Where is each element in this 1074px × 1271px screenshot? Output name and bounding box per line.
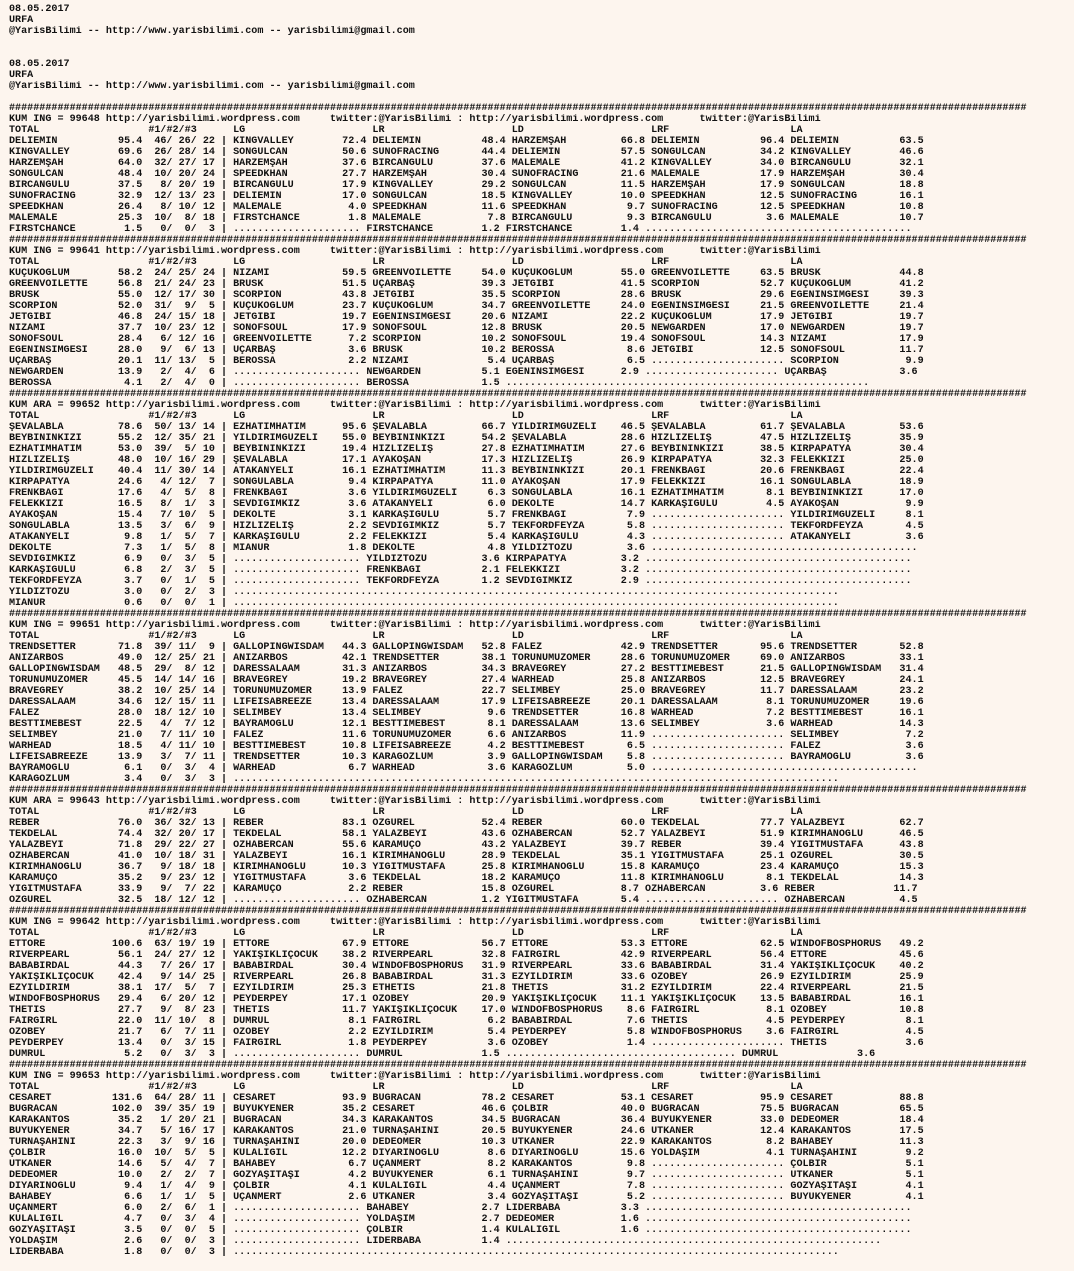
table-row: YAKIŞIKLIÇOCUK 42.4 9/ 14/ 25 | RIVERPEARL 26.8 BABABİRDAL 31.3 EZYILDIRIM 33.6 ÖZOBEY 26.9 EZYILDIRIM 25.9 xyxy=(9,972,924,983)
section-separator: ######################################################################################################################################################################## xyxy=(9,389,1027,400)
race-header: KUM ING = 99653 http://yarisbilimi.wordpress.com twitter:@YarisBilimi : http://yarisbilimi.wordpress.com twitter:@YarisBilimi xyxy=(9,1071,821,1082)
table-row: ATAKANYELİ 9.8 1/ 5/ 7 | KARKAŞIGÜLÜ 2.2 FELEKKIZI 5.4 KARKAŞIGÜLÜ 4.3 ...................... ATAKANYELİ 3.6 xyxy=(9,532,924,543)
table-row: GÖZYAŞITAŞI 3.5 0/ 0/ 5 | ..................... ÇOLBİR 1.4 KULALIGİL 1.6 ............................................ xyxy=(9,1225,912,1236)
table-row: THETIS 27.7 9/ 8/ 23 | THETIS 11.7 YAKIŞIKLIÇOCUK 17.0 WINDOFBOSPHORUS 8.6 FAIRGIRL 8.1 ÖZOBEY 10.8 xyxy=(9,1005,924,1016)
section-separator: ######################################################################################################################################################################## xyxy=(9,235,1027,246)
table-row: TURNAŞAHİNİ 22.3 3/ 9/ 16 | TURNAŞAHİNİ 20.0 DEDEÖMER 10.3 UTKANER 22.9 KARAKANTOS 8.2 BAHABEY 11.3 xyxy=(9,1137,924,1148)
table-row: DİYARİNOĞLU 9.4 1/ 4/ 9 | ÇOLBİR 4.1 KULALIGİL 4.4 UÇANMERT 7.8 ...................... GÖZYAŞITAŞI 4.1 xyxy=(9,1181,924,1192)
column-header: TOTAL #1/#2/#3 LG LR LD LRF LA xyxy=(9,125,803,136)
table-row: WARHEAD 18.5 4/ 11/ 10 | BESTTIMEBEST 10.8 LIFEISABREEZE 4.2 BESTTIMEBEST 6.5 ...................... FALEZ 3.6 xyxy=(9,741,924,752)
table-row: ÖZOBEY 21.7 6/ 7/ 11 | ÖZOBEY 2.2 EZYILDIRIM 5.4 PEYDERPEY 5.8 WINDOFBOSPHORUS 3.6 FAIRGIRL 4.5 xyxy=(9,1027,924,1038)
table-row: REBER 76.0 36/ 32/ 13 | REBER 83.1 ÖZGÜREL 52.4 REBER 60.0 TEKDELAL 77.7 YALAZBEYİ 62.7 xyxy=(9,818,924,829)
table-row: BUYUKYENER 34.7 5/ 16/ 17 | KARAKANTOS 21.0 TURNAŞAHİNİ 20.5 BUYUKYENER 24.6 UTKANER 12.4 KARAKANTOS 17.5 xyxy=(9,1126,924,1137)
table-row: KIRPAPATYA 24.6 4/ 12/ 7 | SONGULABLA 9.4 KIRPAPATYA 11.0 AYAKOŞAN 17.9 FELEKKIZI 16.1 SONGULABLA 18.9 xyxy=(9,477,924,488)
table-row: JETGİBİ 46.8 24/ 15/ 18 | JETGİBİ 19.7 EGENİNSİMGESİ 20.6 NİZAMİ 22.2 KUÇUKOĞLUM 17.9 JETGİBİ 19.7 xyxy=(9,312,924,323)
column-header: TOTAL #1/#2/#3 LG LR LD LRF LA xyxy=(9,257,803,268)
column-header: TOTAL #1/#2/#3 LG LR LD LRF LA xyxy=(9,411,803,422)
blank-line xyxy=(9,37,1074,48)
table-row: EZYILDIRIM 38.1 17/ 5/ 7 | EZYILDIRIM 25.3 ETHETIS 21.8 THETIS 31.2 EZYILDIRIM 22.4 RIVERPEARL 21.5 xyxy=(9,983,924,994)
table-row: GREENVOILETTE 56.8 21/ 24/ 23 | BRUSK 51.5 UÇARBAŞ 39.3 JETGİBİ 41.5 SCORPION 52.7 KUÇUKOĞLUM 41.2 xyxy=(9,279,924,290)
column-header: TOTAL #1/#2/#3 LG LR LD LRF LA xyxy=(9,807,803,818)
table-row: KUÇUKOĞLUM 58.2 24/ 25/ 24 | NİZAMİ 59.5 GREENVOILETTE 54.0 KUÇUKOĞLUM 55.0 GREENVOILETTE 63.5 BRUSK 44.8 xyxy=(9,268,924,279)
table-row: KULALIGİL 4.7 0/ 3/ 4 | ..................... YOLDAŞIM 2.7 DEDEÖMER 1.6 ............................................ xyxy=(9,1214,912,1225)
table-row: ANIZARBOS 49.0 12/ 25/ 21 | ANIZARBOS 42.1 TRENDSETTER 38.1 TORUNUMUZÖMER 28.6 TORUNUMUZÖMER 69.0 ANIZARBOS 33.1 xyxy=(9,653,924,664)
table-row: SPEEDKHAN 26.4 8/ 10/ 12 | MALEMALE 4.0 SPEEDKHAN 11.6 SPEEDKHAN 9.7 SUNOFRACING 12.5 SPEEDKHAN 10.8 xyxy=(9,202,924,213)
table-row: FALEZ 28.0 18/ 12/ 10 | SELİMBEY 13.4 SELİMBEY 9.6 TRENDSETTER 16.8 WARHEAD 7.2 BESTTIMEBEST 16.1 xyxy=(9,708,924,719)
table-row: MALEMALE 25.3 10/ 8/ 18 | FIRSTCHANCE 1.8 MALEMALE 7.8 BİRCANGULÜ 9.3 BİRCANGULÜ 3.6 MALEMALE 10.7 xyxy=(9,213,924,224)
table-row: KIRIMHANOĞLU 36.7 9/ 18/ 18 | KIRIMHANOĞLU 10.3 YİĞİTMUSTAFA 25.8 KIRIMHANOĞLU 15.8 KARAMUÇO 23.4 KARAMUÇO 15.3 xyxy=(9,862,924,873)
table-row: DELİEMİN 95.4 46/ 26/ 22 | KINGVALLEY 72.4 DELİEMİN 48.4 HARZEMŞAH 66.8 DELİEMİN 96.4 DELİEMİN 63.5 xyxy=(9,136,924,147)
table-row: ÖZGÜREL 32.5 18/ 12/ 12 | ..................... ÖZHABERCAN 1.2 YİĞİTMUSTAFA 5.4 ...................... ÖZHABERCAN 4.5 xyxy=(9,895,918,906)
table-row: KARAKANTOS 35.2 1/ 20/ 21 | BUĞRACAN 34.3 KARAKANTOS 34.5 BUĞRACAN 36.4 BUYUKYENER 33.0 DEDEÖMER 18.4 xyxy=(9,1115,924,1126)
table-row: ÇOLBİR 16.0 10/ 5/ 5 | KULALIGİL 12.2 DİYARİNOĞLU 8.6 DİYARİNOĞLU 15.6 YOLDAŞIM 4.1 TURNAŞAHİNİ 9.2 xyxy=(9,1148,924,1159)
text-line: @YarisBilimi -- http://www.yarisbilimi.com -- yarisbilimi@gmail.com xyxy=(9,81,415,92)
column-header: TOTAL #1/#2/#3 LG LR LD LRF LA xyxy=(9,928,803,939)
table-row: UTKANER 14.6 5/ 4/ 7 | BAHABEY 6.7 UÇANMERT 8.2 KARAKANTOS 9.8 ...................... ÇOLBİR 5.1 xyxy=(9,1159,924,1170)
race-header: KUM ARA = 99643 http://yarisbilimi.wordpress.com twitter:@YarisBilimi : http://yarisbilimi.wordpress.com twitter:@YarisBilimi xyxy=(9,796,821,807)
table-row: YILDIZTOZU 3.0 0/ 2/ 3 | .................................................................................................... xyxy=(9,587,839,598)
table-row: SEVDİĞİMKIZ 6.9 0/ 3/ 5 | ..................... YILDIZTOZU 3.6 KIRPAPATYA 3.2 ............................................ xyxy=(9,554,912,565)
table-row: TEKFORDFEYZA 3.7 0/ 1/ 5 | ..................... TEKFORDFEYZA 1.2 SEVDİĞİMKIZ 2.9 ............................................ xyxy=(9,576,912,587)
table-row: ŞEVALABLA 78.6 50/ 13/ 14 | EZHATIMHATIM 95.6 ŞEVALABLA 66.7 YILDIRIMGÜZELİ 46.5 ŞEVALABLA 61.7 ŞEVALABLA 53.6 xyxy=(9,422,924,433)
table-row: BAYRAMOĞLU 6.1 0/ 3/ 4 | WARHEAD 6.7 WARHEAD 3.6 KARAGÖZLÜM 5.0 ............................................ xyxy=(9,763,918,774)
table-row: SONGULCAN 48.4 10/ 20/ 24 | SPEEDKHAN 27.7 HARZEMŞAH 30.4 SUNOFRACING 21.6 MALEMALE 17.9 HARZEMŞAH 30.4 xyxy=(9,169,924,180)
table-row: YİĞİTMUSTAFA 33.9 9/ 7/ 22 | KARAMUÇO 2.2 REBER 15.8 ÖZGÜREL 8.7 ÖZHABERCAN 3.6 REBER 11.7 xyxy=(9,884,918,895)
table-row: TORUNUMUZÖMER 45.5 14/ 14/ 16 | BRAVEGREY 19.2 BRAVEGREY 27.4 WARHEAD 25.8 ANIZARBOS 12.5 BRAVEGREY 24.1 xyxy=(9,675,924,686)
table-row: SUNOFRACING 32.9 12/ 13/ 23 | DELİEMİN 17.0 SONGULCAN 18.5 KINGVALLEY 10.0 SPEEDKHAN 12.5 SUNOFRACING 16.1 xyxy=(9,191,924,202)
table-row: AYAKOŞAN 15.4 7/ 10/ 5 | DEKOLTE 3.1 KARKAŞIGÜLÜ 5.7 FRENKBAĞI 7.9 ...................... YILDIRIMGÜZELİ 8.1 xyxy=(9,510,924,521)
table-row: LIFEISABREEZE 13.9 3/ 7/ 11 | TRENDSETTER 10.3 KARAGÖZLÜM 3.9 GALLOPINGWISDAM 5.8 ...................... BAYRAMOĞLU 3.6 xyxy=(9,752,924,763)
table-row: BRUSK 55.0 12/ 17/ 30 | SCORPION 43.8 JETGİBİ 35.5 SCORPION 28.6 BRUSK 29.6 EGENİNSİMGESİ 39.3 xyxy=(9,290,924,301)
table-row: MIANUR 0.6 0/ 0/ 1 | .................................................................................................... xyxy=(9,598,839,609)
table-row: SONGULABLA 13.5 3/ 6/ 9 | HIZLIZELİŞ 2.2 SEVDİĞİMKIZ 5.7 TEKFORDFEYZA 5.8 ...................... TEKFORDFEYZA 4.5 xyxy=(9,521,924,532)
table-row: NEWGARDEN 13.9 2/ 4/ 6 | ..................... NEWGARDEN 5.1 EGENİNSİMGESİ 2.9 ...................... UÇARBAŞ 3.6 xyxy=(9,367,918,378)
section-separator: ######################################################################################################################################################################## xyxy=(9,103,1027,114)
table-row: KARAGÖZLÜM 3.4 0/ 3/ 3 | .................................................................................................... xyxy=(9,774,839,785)
text-line: 08.05.2017 xyxy=(9,59,70,70)
text-line: URFA xyxy=(9,15,34,26)
table-row: YALAZBEYİ 71.8 29/ 22/ 27 | ÖZHABERCAN 55.6 KARAMUÇO 43.2 YALAZBEYİ 39.7 REBER 39.4 YİĞİTMUSTAFA 43.8 xyxy=(9,840,924,851)
section-separator: ######################################################################################################################################################################## xyxy=(9,906,1027,917)
table-row: CESARET 131.6 64/ 28/ 11 | CESARET 93.9 BUĞRACAN 78.2 CESARET 53.1 CESARET 95.9 CESARET 88.8 xyxy=(9,1093,924,1104)
table-row: DEDEÖMER 10.0 2/ 2/ 7 | GÖZYAŞITAŞI 4.2 BUYUKYENER 6.1 TURNAŞAHİNİ 9.7 ...................... UTKANER 5.1 xyxy=(9,1170,924,1181)
table-row: ETTORE 100.6 63/ 19/ 19 | ETTORE 67.9 ETTORE 56.7 ETTORE 53.3 ETTORE 62.5 WINDOFBOSPHORUS 49.2 xyxy=(9,939,924,950)
table-row: TEKDELAL 74.4 32/ 20/ 17 | TEKDELAL 58.1 YALAZBEYİ 43.6 ÖZHABERCAN 52.7 YALAZBEYİ 51.9 KIRIMHANOĞLU 46.5 xyxy=(9,829,924,840)
table-row: RIVERPEARL 56.1 24/ 27/ 12 | YAKIŞIKLIÇOCUK 38.2 RIVERPEARL 32.8 FAIRGIRL 42.9 RIVERPEARL 56.4 ETTORE 45.6 xyxy=(9,950,924,961)
table-row: TRENDSETTER 71.8 39/ 11/ 9 | GALLOPINGWISDAM 44.3 GALLOPINGWISDAM 52.8 FALEZ 42.9 TRENDSETTER 95.6 TRENDSETTER 52.8 xyxy=(9,642,924,653)
table-row: EZHATIMHATIM 53.0 39/ 5/ 10 | BEYBİNİNKIZI 19.4 HIZLIZELİŞ 27.8 EZHATIMHATIM 27.6 BEYBİNİNKIZI 38.5 KIRPAPATYA 30.4 xyxy=(9,444,924,455)
table-row: ÖZHABERCAN 41.0 10/ 18/ 31 | YALAZBEYİ 16.1 KIRIMHANOĞLU 28.9 TEKDELAL 35.1 YİĞİTMUSTAFA 25.1 ÖZGÜREL 30.5 xyxy=(9,851,924,862)
table-row: YILDIRIMGÜZELİ 40.4 11/ 30/ 14 | ATAKANYELİ 16.1 EZHATIMHATIM 11.3 BEYBİNİNKIZI 20.1 FRENKBAĞI 20.6 FRENKBAĞI 22.4 xyxy=(9,466,924,477)
table-row: BAHABEY 6.6 1/ 1/ 5 | UÇANMERT 2.6 UTKANER 3.4 GÖZYAŞITAŞI 5.2 ...................... BUYUKYENER 4.1 xyxy=(9,1192,924,1203)
text-line: URFA xyxy=(9,70,34,81)
table-row: WINDOFBOSPHORUS 29.4 6/ 20/ 12 | PEYDERPEY 17.1 ÖZOBEY 20.9 YAKIŞIKLIÇOCUK 11.1 YAKIŞIKLIÇOCUK 13.5 BABABİRDAL 16.1 xyxy=(9,994,924,1005)
text-line: 08.05.2017 xyxy=(9,4,70,15)
table-row: BEYBİNİNKIZI 55.2 12/ 35/ 21 | YILDIRIMGÜZELİ 55.0 BEYBİNİNKIZI 54.2 ŞEVALABLA 28.6 HIZLIZELİŞ 47.5 HIZLIZELİŞ 35.9 xyxy=(9,433,924,444)
table-row: SONOFSOUL 28.4 6/ 12/ 16 | GREENVOILETTE 7.2 SCORPION 10.2 SONOFSOUL 19.4 SONOFSOUL 14.3 NİZAMİ 17.9 xyxy=(9,334,924,345)
table-row: UÇARBAŞ 20.1 11/ 13/ 5 | BEROSSA 2.2 NİZAMİ 5.4 UÇARBAŞ 6.5 ...................... SCORPION 9.9 xyxy=(9,356,924,367)
table-row: EGENİNSİMGESİ 28.0 9/ 6/ 13 | UÇARBAŞ 3.6 BRUSK 10.2 BEROSSA 8.6 JETGİBİ 12.5 SONOFSOUL 11.7 xyxy=(9,345,924,356)
table-row: BRAVEGREY 38.2 10/ 25/ 14 | TORUNUMUZÖMER 13.9 FALEZ 22.7 SELİMBEY 25.0 BRAVEGREY 11.7 DARESSALAAM 23.2 xyxy=(9,686,924,697)
table-row: NİZAMİ 37.7 10/ 23/ 12 | SONOFSOUL 17.9 SONOFSOUL 12.8 BRUSK 20.5 NEWGARDEN 17.0 NEWGARDEN 19.7 xyxy=(9,323,924,334)
table-row: KINGVALLEY 69.6 26/ 28/ 14 | SONGULCAN 50.6 SUNOFRACING 44.4 DELİEMİN 57.5 SONGULCAN 34.2 KINGVALLEY 46.6 xyxy=(9,147,924,158)
table-row: KARKAŞIGÜLÜ 6.8 2/ 3/ 5 | ..................... FRENKBAĞI 2.1 FELEKKIZI 3.2 ............................................ xyxy=(9,565,912,576)
race-header: KUM ING = 99642 http://yarisbilimi.wordpress.com twitter:@YarisBilimi : http://yarisbilimi.wordpress.com twitter:@YarisBilimi xyxy=(9,917,821,928)
section-separator: ######################################################################################################################################################################## xyxy=(9,785,1027,796)
section-separator: ######################################################################################################################################################################## xyxy=(9,1060,1027,1071)
table-row: YOLDAŞIM 2.6 0/ 0/ 3 | ..................... LİDERBABA 1.4 .............................................................. xyxy=(9,1236,882,1247)
table-row: SELİMBEY 21.0 7/ 11/ 10 | FALEZ 11.6 TORUNUMUZÖMER 6.6 ANIZARBOS 11.9 ...................... SELİMBEY 7.2 xyxy=(9,730,924,741)
table-row: BİRCANGULÜ 37.5 8/ 20/ 19 | BİRCANGULÜ 17.9 KINGVALLEY 29.2 SONGULCAN 11.5 HARZEMŞAH 17.9 SONGULCAN 18.8 xyxy=(9,180,924,191)
blank-line xyxy=(9,92,1074,103)
table-row: DARESSALAAM 34.6 12/ 15/ 11 | LIFEISABREEZE 13.4 DARESSALAAM 17.9 LIFEISABREEZE 20.1 DARESSALAAM 8.1 TORUNUMUZÖMER 19.6 xyxy=(9,697,924,708)
table-row: BUĞRACAN 102.0 39/ 35/ 19 | BUYUKYENER 35.2 CESARET 46.6 ÇOLBİR 40.0 BUĞRACAN 75.5 BUĞRACAN 65.5 xyxy=(9,1104,924,1115)
column-header: TOTAL #1/#2/#3 LG LR LD LRF LA xyxy=(9,631,803,642)
table-row: LİDERBABA 1.8 0/ 0/ 3 | .................................................................................................... xyxy=(9,1247,839,1258)
table-row: DUMRUL 5.2 0/ 3/ 3 | ..................... DUMRUL 1.5 ...................................... DUMRUL 3.6 xyxy=(9,1049,876,1060)
table-row: FRENKBAĞI 17.6 4/ 5/ 8 | FRENKBAĞI 3.6 YILDIRIMGÜZELİ 6.3 SONGULABLA 16.1 EZHATIMHATIM 8.1 BEYBİNİNKIZI 17.0 xyxy=(9,488,924,499)
table-row: BESTTIMEBEST 22.5 4/ 7/ 12 | BAYRAMOĞLU 12.1 BESTTIMEBEST 8.1 DARESSALAAM 13.6 SELİMBEY 3.6 WARHEAD 14.3 xyxy=(9,719,924,730)
race-header: KUM ING = 99651 http://yarisbilimi.wordpress.com twitter:@YarisBilimi : http://yarisbilimi.wordpress.com twitter:@YarisBilimi xyxy=(9,620,821,631)
table-row: FIRSTCHANCE 1.5 0/ 0/ 3 | ..................... FIRSTCHANCE 1.2 FIRSTCHANCE 1.4 ............................................ xyxy=(9,224,912,235)
table-row: BEROSSA 4.1 2/ 4/ 0 | ..................... BEROSSA 1.5 ............................................................ xyxy=(9,378,870,389)
table-row: PEYDERPEY 13.4 0/ 3/ 15 | FAIRGIRL 1.8 PEYDERPEY 3.6 ÖZOBEY 1.4 ...................... THETIS 3.6 xyxy=(9,1038,924,1049)
blank-line xyxy=(9,48,1074,59)
table-row: FAIRGIRL 22.0 11/ 10/ 8 | DUMRUL 8.1 FAIRGIRL 6.2 BABABİRDAL 7.6 THETIS 4.5 PEYDERPEY 8.1 xyxy=(9,1016,924,1027)
table-row: KARAMUÇO 35.2 9/ 23/ 12 | YİĞİTMUSTAFA 3.6 TEKDELAL 18.2 KARAMUÇO 11.8 KIRIMHANOĞLU 8.1 TEKDELAL 14.3 xyxy=(9,873,924,884)
table-row: HARZEMŞAH 64.0 32/ 27/ 17 | HARZEMŞAH 37.6 BİRCANGULÜ 37.6 MALEMALE 41.2 KINGVALLEY 34.0 BİRCANGULÜ 32.1 xyxy=(9,158,924,169)
section-separator: ######################################################################################################################################################################## xyxy=(9,609,1027,620)
text-line: @YarisBilimi -- http://www.yarisbilimi.com -- yarisbilimi@gmail.com xyxy=(9,26,415,37)
table-row: FELEKKIZI 16.5 8/ 1/ 3 | SEVDİĞİMKIZ 3.6 ATAKANYELİ 6.0 DEKOLTE 14.7 KARKAŞIGÜLÜ 4.5 AYAKOŞAN 9.9 xyxy=(9,499,924,510)
table-row: GALLOPINGWISDAM 48.5 29/ 8/ 12 | DARESSALAAM 31.3 ANIZARBOS 34.3 BRAVEGREY 27.2 BESTTIMEBEST 21.5 GALLOPINGWISDAM 31.4 xyxy=(9,664,924,675)
table-row: SCORPION 52.0 31/ 9/ 5 | KUÇUKOĞLUM 23.7 KUÇUKOĞLUM 34.7 GREENVOILETTE 24.0 EGENİNSİMGESİ 21.5 GREENVOILETTE 21.4 xyxy=(9,301,924,312)
race-header: KUM ING = 99641 http://yarisbilimi.wordpress.com twitter:@YarisBilimi : http://yarisbilimi.wordpress.com twitter:@YarisBilimi xyxy=(9,246,821,257)
column-header: TOTAL #1/#2/#3 LG LR LD LRF LA xyxy=(9,1082,803,1093)
table-row: UÇANMERT 6.0 2/ 6/ 1 | ..................... BAHABEY 2.7 LİDERBABA 3.3 ............................................ xyxy=(9,1203,912,1214)
table-row: BABABİRDAL 44.3 7/ 26/ 17 | BABABİRDAL 30.4 WINDOFBOSPHORUS 31.9 RIVERPEARL 33.6 BABABİRDAL 31.4 YAKIŞIKLIÇOCUK 40.2 xyxy=(9,961,924,972)
race-header: KUM ING = 99648 http://yarisbilimi.wordpress.com twitter:@YarisBilimi : http://yarisbilimi.wordpress.com twitter:@YarisBilimi xyxy=(9,114,821,125)
table-row: HIZLIZELİŞ 48.0 10/ 16/ 29 | ŞEVALABLA 17.1 AYAKOŞAN 17.3 HIZLIZELİŞ 26.9 KIRPAPATYA 32.3 FELEKKIZI 25.0 xyxy=(9,455,924,466)
table-row: DEKOLTE 7.3 1/ 5/ 8 | MIANUR 1.8 DEKOLTE 4.8 YILDIZTOZU 3.6 ............................................ xyxy=(9,543,918,554)
race-header: KUM ARA = 99652 http://yarisbilimi.wordpress.com twitter:@YarisBilimi : http://yarisbilimi.wordpress.com twitter:@YarisBilimi xyxy=(9,400,821,411)
